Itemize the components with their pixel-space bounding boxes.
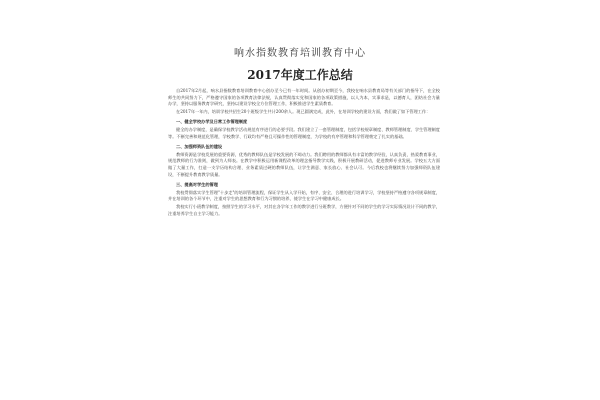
body-paragraph: 健全的办学制度，是确保学校教学活动规范有序进行的必要手段。我们建立了一套管理制度，包括学校规章制度、教师管理制度、学生管理制度等。不断完善和规范化管理，学校教学、行政均有严格且可操作性的管理制度，为学校的有序管理和科学管理奠定了扎实的基础。 [168, 126, 440, 139]
document-title: 2017年度工作总结 [247, 68, 353, 82]
document-body [168, 88, 440, 218]
body-paragraph: 在2017年一年内，培训学校共招生20个班级学生共计200余人。现已圆满完成，此外，在培训学校的建设方面，我们做了如下管理工作： [176, 108, 431, 114]
section-heading: 二、加强师资队伍的建设 [176, 144, 223, 150]
document-sheet [140, 0, 460, 400]
body-paragraph: 我校贯彻落实学生管理"十步走"的培训管理流程，保证学生从入学开始，有序、安全、合理的进行培训学习，学校坚持严格遵守各项规章制度，并在培训的各个环节中，注重对学生的思想教育和行为习惯的培养，使学生在学习中健康成长。 [168, 189, 440, 202]
body-paragraph: 自2017年2月起，响水县指数教育培训教育中心创办至今已有一年时间。从创办初期至今，我校在响水县教育局等有关部门的指导下，在全校师生的共同努力下，严格遵守国家的各项教育法律法规，认真贯彻落实党和国家的各项政策措施，以人为本，实事求是，以德育人，团结社会力量办学，坚持以服务教育学研究，坚持以建设学校全方位管理工作，积极推进学生素质教育。 [168, 88, 440, 107]
body-paragraph: 教师资源是学校发展的重要资源，优秀的教师队伍是学校发展的不竭动力。我们聘用的教师都具有丰富的教学经验，认真负责，热爱教育事业，规范教师的行为准则，做到为人师表。在教学中积极运用新课程改革的理念指导教学实践，积极开展教研活动，促进教师专业发展。学校五大方面做了大量工作，打造一支学历结构合理、业务素质过硬的教师队伍，让学生满意、家长放心、社会认可。今后我校也将继续努力加强师资队伍建设，不断提升教育教学质量。 [168, 151, 440, 177]
organization-name: 响水指数教育培训教育中心 [234, 48, 366, 59]
section-heading: 三、提高对学生的管理 [176, 182, 218, 188]
body-paragraph: 我校实行小班教学制度，按照学生的学习水平，对其在各学年工作的教学进行分班教学，方便针对不同的学生的学习实际情况设计不同的教学，注重培养学生自主学习能力。 [168, 203, 440, 216]
section-heading: 一、健全学校办学及日常工作管理制度 [176, 119, 248, 125]
